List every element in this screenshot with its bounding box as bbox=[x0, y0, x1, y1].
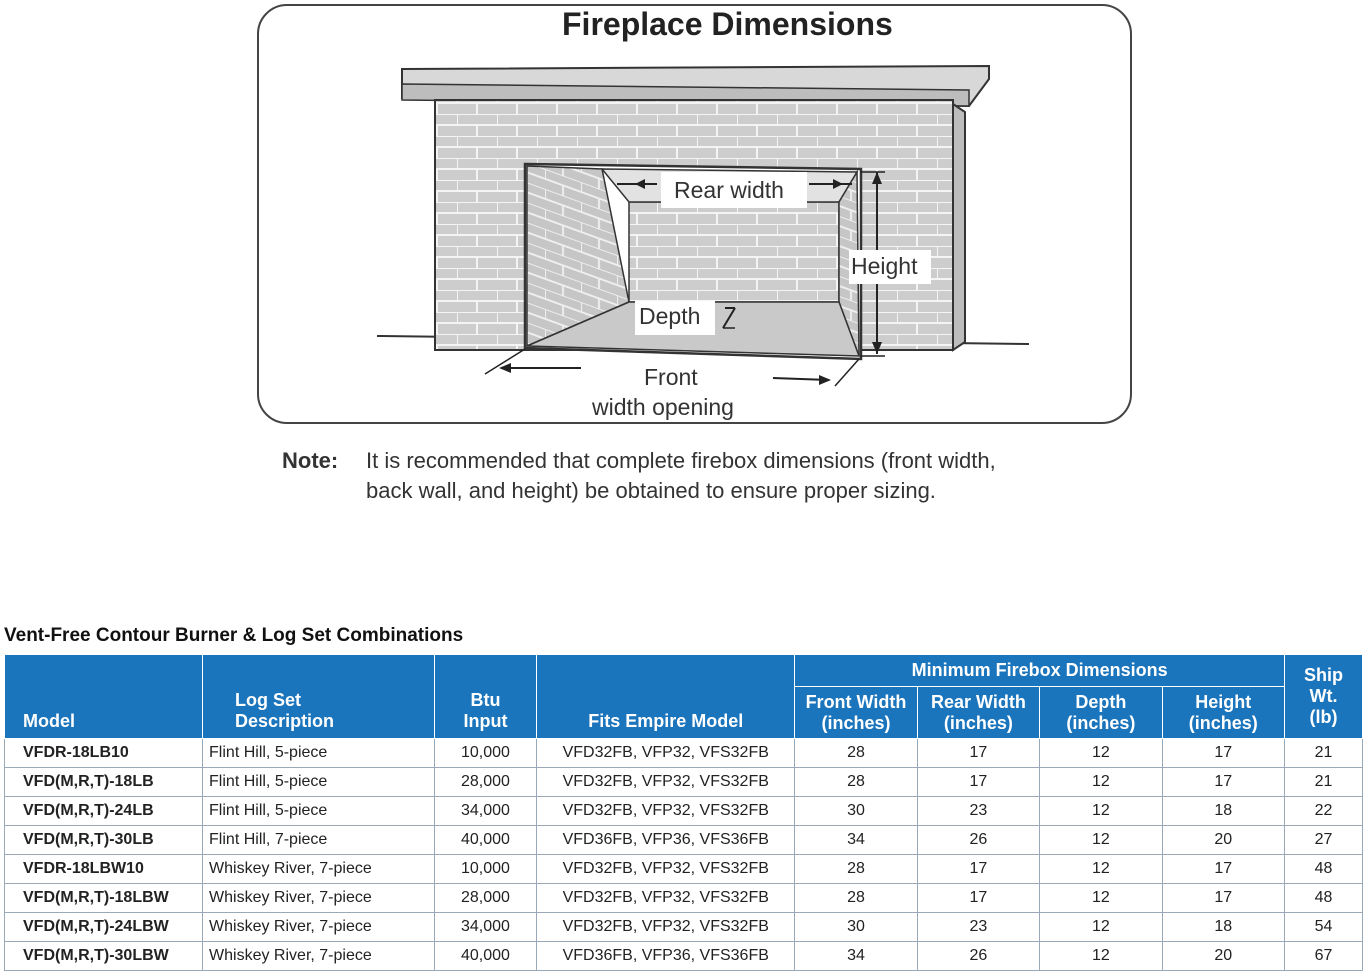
table-row bbox=[5, 855, 1363, 884]
combinations-table bbox=[4, 654, 1363, 971]
cell-rear-width: 17 bbox=[917, 884, 1039, 913]
header-description: Log Set Description bbox=[203, 655, 435, 739]
cell-ship-weight: 27 bbox=[1285, 826, 1363, 855]
cell-depth: 12 bbox=[1040, 739, 1162, 768]
height-label: Height bbox=[851, 253, 918, 279]
header-front-width: Front Width (inches) bbox=[795, 687, 917, 739]
header-height: Height (inches) bbox=[1162, 687, 1284, 739]
cell-btu: 10,000 bbox=[434, 855, 537, 884]
cell-depth: 12 bbox=[1040, 884, 1162, 913]
cell-ship-weight: 21 bbox=[1285, 739, 1363, 768]
cell-height: 18 bbox=[1162, 797, 1284, 826]
cell-front-width: 28 bbox=[795, 768, 917, 797]
table-row bbox=[5, 797, 1363, 826]
header-depth: Depth (inches) bbox=[1040, 687, 1162, 739]
cell-description: Whiskey River, 7-piece bbox=[203, 913, 435, 942]
cell-depth: 12 bbox=[1040, 768, 1162, 797]
note bbox=[282, 446, 996, 506]
table-row bbox=[5, 884, 1363, 913]
cell-model: VFD(M,R,T)-24LB bbox=[5, 797, 203, 826]
table-title: Vent-Free Contour Burner & Log Set Combinations bbox=[4, 625, 464, 646]
cell-description: Flint Hill, 7-piece bbox=[203, 826, 435, 855]
table-row bbox=[5, 942, 1363, 971]
cell-front-width: 30 bbox=[795, 797, 917, 826]
cell-btu: 28,000 bbox=[434, 884, 537, 913]
cell-model: VFD(M,R,T)-24LBW bbox=[5, 913, 203, 942]
note-line1: It is recommended that complete firebox dimensions (front width, bbox=[366, 448, 996, 473]
cell-ship-weight: 48 bbox=[1285, 855, 1363, 884]
cell-fits: VFD36FB, VFP36, VFS36FB bbox=[537, 826, 795, 855]
cell-fits: VFD32FB, VFP32, VFS32FB bbox=[537, 768, 795, 797]
cell-btu: 40,000 bbox=[434, 826, 537, 855]
cell-height: 17 bbox=[1162, 855, 1284, 884]
cell-front-width: 28 bbox=[795, 739, 917, 768]
cell-description: Whiskey River, 7-piece bbox=[203, 942, 435, 971]
cell-fits: VFD36FB, VFP36, VFS36FB bbox=[537, 942, 795, 971]
cell-rear-width: 23 bbox=[917, 797, 1039, 826]
header-ship-weight: Ship Wt. (lb) bbox=[1285, 655, 1363, 739]
depth-label: Depth bbox=[639, 303, 701, 329]
cell-height: 17 bbox=[1162, 884, 1284, 913]
fireplace-diagram bbox=[257, 4, 1132, 424]
cell-depth: 12 bbox=[1040, 797, 1162, 826]
cell-description: Flint Hill, 5-piece bbox=[203, 739, 435, 768]
cell-fits: VFD32FB, VFP32, VFS32FB bbox=[537, 913, 795, 942]
cell-rear-width: 26 bbox=[917, 826, 1039, 855]
cell-ship-weight: 67 bbox=[1285, 942, 1363, 971]
diagram-title: Fireplace Dimensions bbox=[562, 6, 893, 42]
cell-ship-weight: 48 bbox=[1285, 884, 1363, 913]
table-row bbox=[5, 768, 1363, 797]
cell-fits: VFD32FB, VFP32, VFS32FB bbox=[537, 884, 795, 913]
cell-depth: 12 bbox=[1040, 942, 1162, 971]
cell-height: 17 bbox=[1162, 739, 1284, 768]
table-row bbox=[5, 739, 1363, 768]
cell-model: VFDR-18LB10 bbox=[5, 739, 203, 768]
cell-height: 18 bbox=[1162, 913, 1284, 942]
cell-btu: 28,000 bbox=[434, 768, 537, 797]
cell-rear-width: 26 bbox=[917, 942, 1039, 971]
front-label-line1: Front bbox=[644, 364, 698, 390]
cell-rear-width: 17 bbox=[917, 739, 1039, 768]
cell-ship-weight: 21 bbox=[1285, 768, 1363, 797]
cell-front-width: 34 bbox=[795, 826, 917, 855]
cell-model: VFD(M,R,T)-18LB bbox=[5, 768, 203, 797]
table-row bbox=[5, 913, 1363, 942]
header-min-firebox: Minimum Firebox Dimensions bbox=[795, 655, 1285, 687]
cell-rear-width: 17 bbox=[917, 855, 1039, 884]
cell-fits: VFD32FB, VFP32, VFS32FB bbox=[537, 797, 795, 826]
note-label: Note: bbox=[282, 448, 339, 473]
cell-rear-width: 23 bbox=[917, 913, 1039, 942]
cell-model: VFD(M,R,T)-30LB bbox=[5, 826, 203, 855]
cell-description: Whiskey River, 7-piece bbox=[203, 884, 435, 913]
cell-height: 20 bbox=[1162, 942, 1284, 971]
cell-btu: 34,000 bbox=[434, 797, 537, 826]
brick-side-wall bbox=[953, 104, 965, 350]
cell-depth: 12 bbox=[1040, 826, 1162, 855]
header-fits: Fits Empire Model bbox=[537, 655, 795, 739]
cell-ship-weight: 22 bbox=[1285, 797, 1363, 826]
cell-front-width: 30 bbox=[795, 913, 917, 942]
header-model: Model bbox=[5, 655, 203, 739]
cell-model: VFDR-18LBW10 bbox=[5, 855, 203, 884]
cell-rear-width: 17 bbox=[917, 768, 1039, 797]
header-btu: Btu Input bbox=[434, 655, 537, 739]
cell-front-width: 34 bbox=[795, 942, 917, 971]
header-rear-width: Rear Width (inches) bbox=[917, 687, 1039, 739]
cell-description: Whiskey River, 7-piece bbox=[203, 855, 435, 884]
firebox-back-wall bbox=[629, 202, 839, 302]
cell-ship-weight: 54 bbox=[1285, 913, 1363, 942]
cell-depth: 12 bbox=[1040, 913, 1162, 942]
cell-fits: VFD32FB, VFP32, VFS32FB bbox=[537, 855, 795, 884]
cell-front-width: 28 bbox=[795, 884, 917, 913]
front-label-line2: width opening bbox=[592, 394, 734, 420]
cell-front-width: 28 bbox=[795, 855, 917, 884]
cell-btu: 34,000 bbox=[434, 913, 537, 942]
rear-width-label: Rear width bbox=[674, 177, 784, 203]
cell-model: VFD(M,R,T)-18LBW bbox=[5, 884, 203, 913]
cell-height: 20 bbox=[1162, 826, 1284, 855]
cell-btu: 10,000 bbox=[434, 739, 537, 768]
cell-depth: 12 bbox=[1040, 855, 1162, 884]
cell-height: 17 bbox=[1162, 768, 1284, 797]
table-row bbox=[5, 826, 1363, 855]
note-line2: back wall, and height) be obtained to ensure proper sizing. bbox=[366, 478, 936, 503]
cell-description: Flint Hill, 5-piece bbox=[203, 797, 435, 826]
cell-description: Flint Hill, 5-piece bbox=[203, 768, 435, 797]
cell-model: VFD(M,R,T)-30LBW bbox=[5, 942, 203, 971]
cell-btu: 40,000 bbox=[434, 942, 537, 971]
cell-fits: VFD32FB, VFP32, VFS32FB bbox=[537, 739, 795, 768]
